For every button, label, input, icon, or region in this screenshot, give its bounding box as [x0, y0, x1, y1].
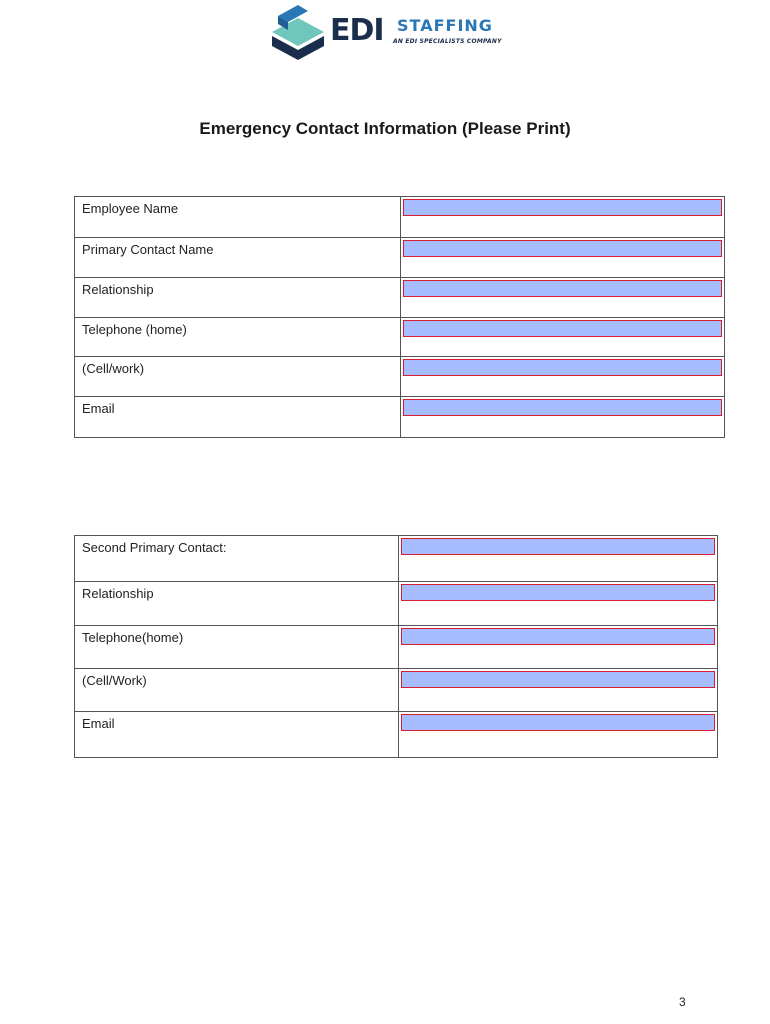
relationship-label: Relationship [75, 278, 401, 318]
employee-name-field[interactable] [403, 199, 722, 216]
company-logo [268, 2, 508, 64]
table-row [75, 357, 725, 397]
table-row [75, 318, 725, 357]
table-row [75, 238, 725, 278]
email-field[interactable] [403, 399, 722, 416]
telephone-home-cell [401, 318, 725, 357]
brand-tagline: AN EDI SPECIALISTS COMPANY [393, 38, 502, 45]
second-relationship-label: Relationship [75, 582, 399, 626]
second-cell-work-field[interactable] [401, 671, 715, 688]
second-email-label: Email [75, 712, 399, 758]
brand-name-main: EDI [330, 13, 384, 48]
second-primary-contact-label: Second Primary Contact: [75, 536, 399, 582]
table-row [75, 582, 718, 626]
relationship-field[interactable] [403, 280, 722, 297]
email-label: Email [75, 397, 401, 438]
table-row [75, 397, 725, 438]
cell-work-field[interactable] [403, 359, 722, 376]
second-email-cell [399, 712, 718, 758]
relationship-cell [401, 278, 725, 318]
second-primary-contact-cell [399, 536, 718, 582]
edi-staffing-logo-icon [268, 2, 328, 64]
cell-work-label: (Cell/work) [75, 357, 401, 397]
table-row [75, 712, 718, 758]
second-relationship-field[interactable] [401, 584, 715, 601]
table-row [75, 536, 718, 582]
second-primary-contact-field[interactable] [401, 538, 715, 555]
primary-contact-name-field[interactable] [403, 240, 722, 257]
table-row [75, 669, 718, 712]
second-contact-table [74, 535, 718, 758]
second-telephone-home-cell [399, 626, 718, 669]
cell-work-cell [401, 357, 725, 397]
second-cell-work-label: (Cell/Work) [75, 669, 399, 712]
page-number: 3 [679, 995, 686, 1009]
table-row [75, 278, 725, 318]
email-cell [401, 397, 725, 438]
table-row [75, 197, 725, 238]
brand-name-sub: STAFFING [397, 16, 493, 35]
employee-name-cell [401, 197, 725, 238]
second-telephone-home-label: Telephone(home) [75, 626, 399, 669]
employee-name-label: Employee Name [75, 197, 401, 238]
page-title: Emergency Contact Information (Please Print) [199, 119, 571, 138]
primary-contact-name-label: Primary Contact Name [75, 238, 401, 278]
primary-contact-table [74, 196, 725, 438]
second-relationship-cell [399, 582, 718, 626]
table-row [75, 626, 718, 669]
second-email-field[interactable] [401, 714, 715, 731]
primary-contact-name-cell [401, 238, 725, 278]
telephone-home-field[interactable] [403, 320, 722, 337]
second-telephone-home-field[interactable] [401, 628, 715, 645]
second-cell-work-cell [399, 669, 718, 712]
telephone-home-label: Telephone (home) [75, 318, 401, 357]
